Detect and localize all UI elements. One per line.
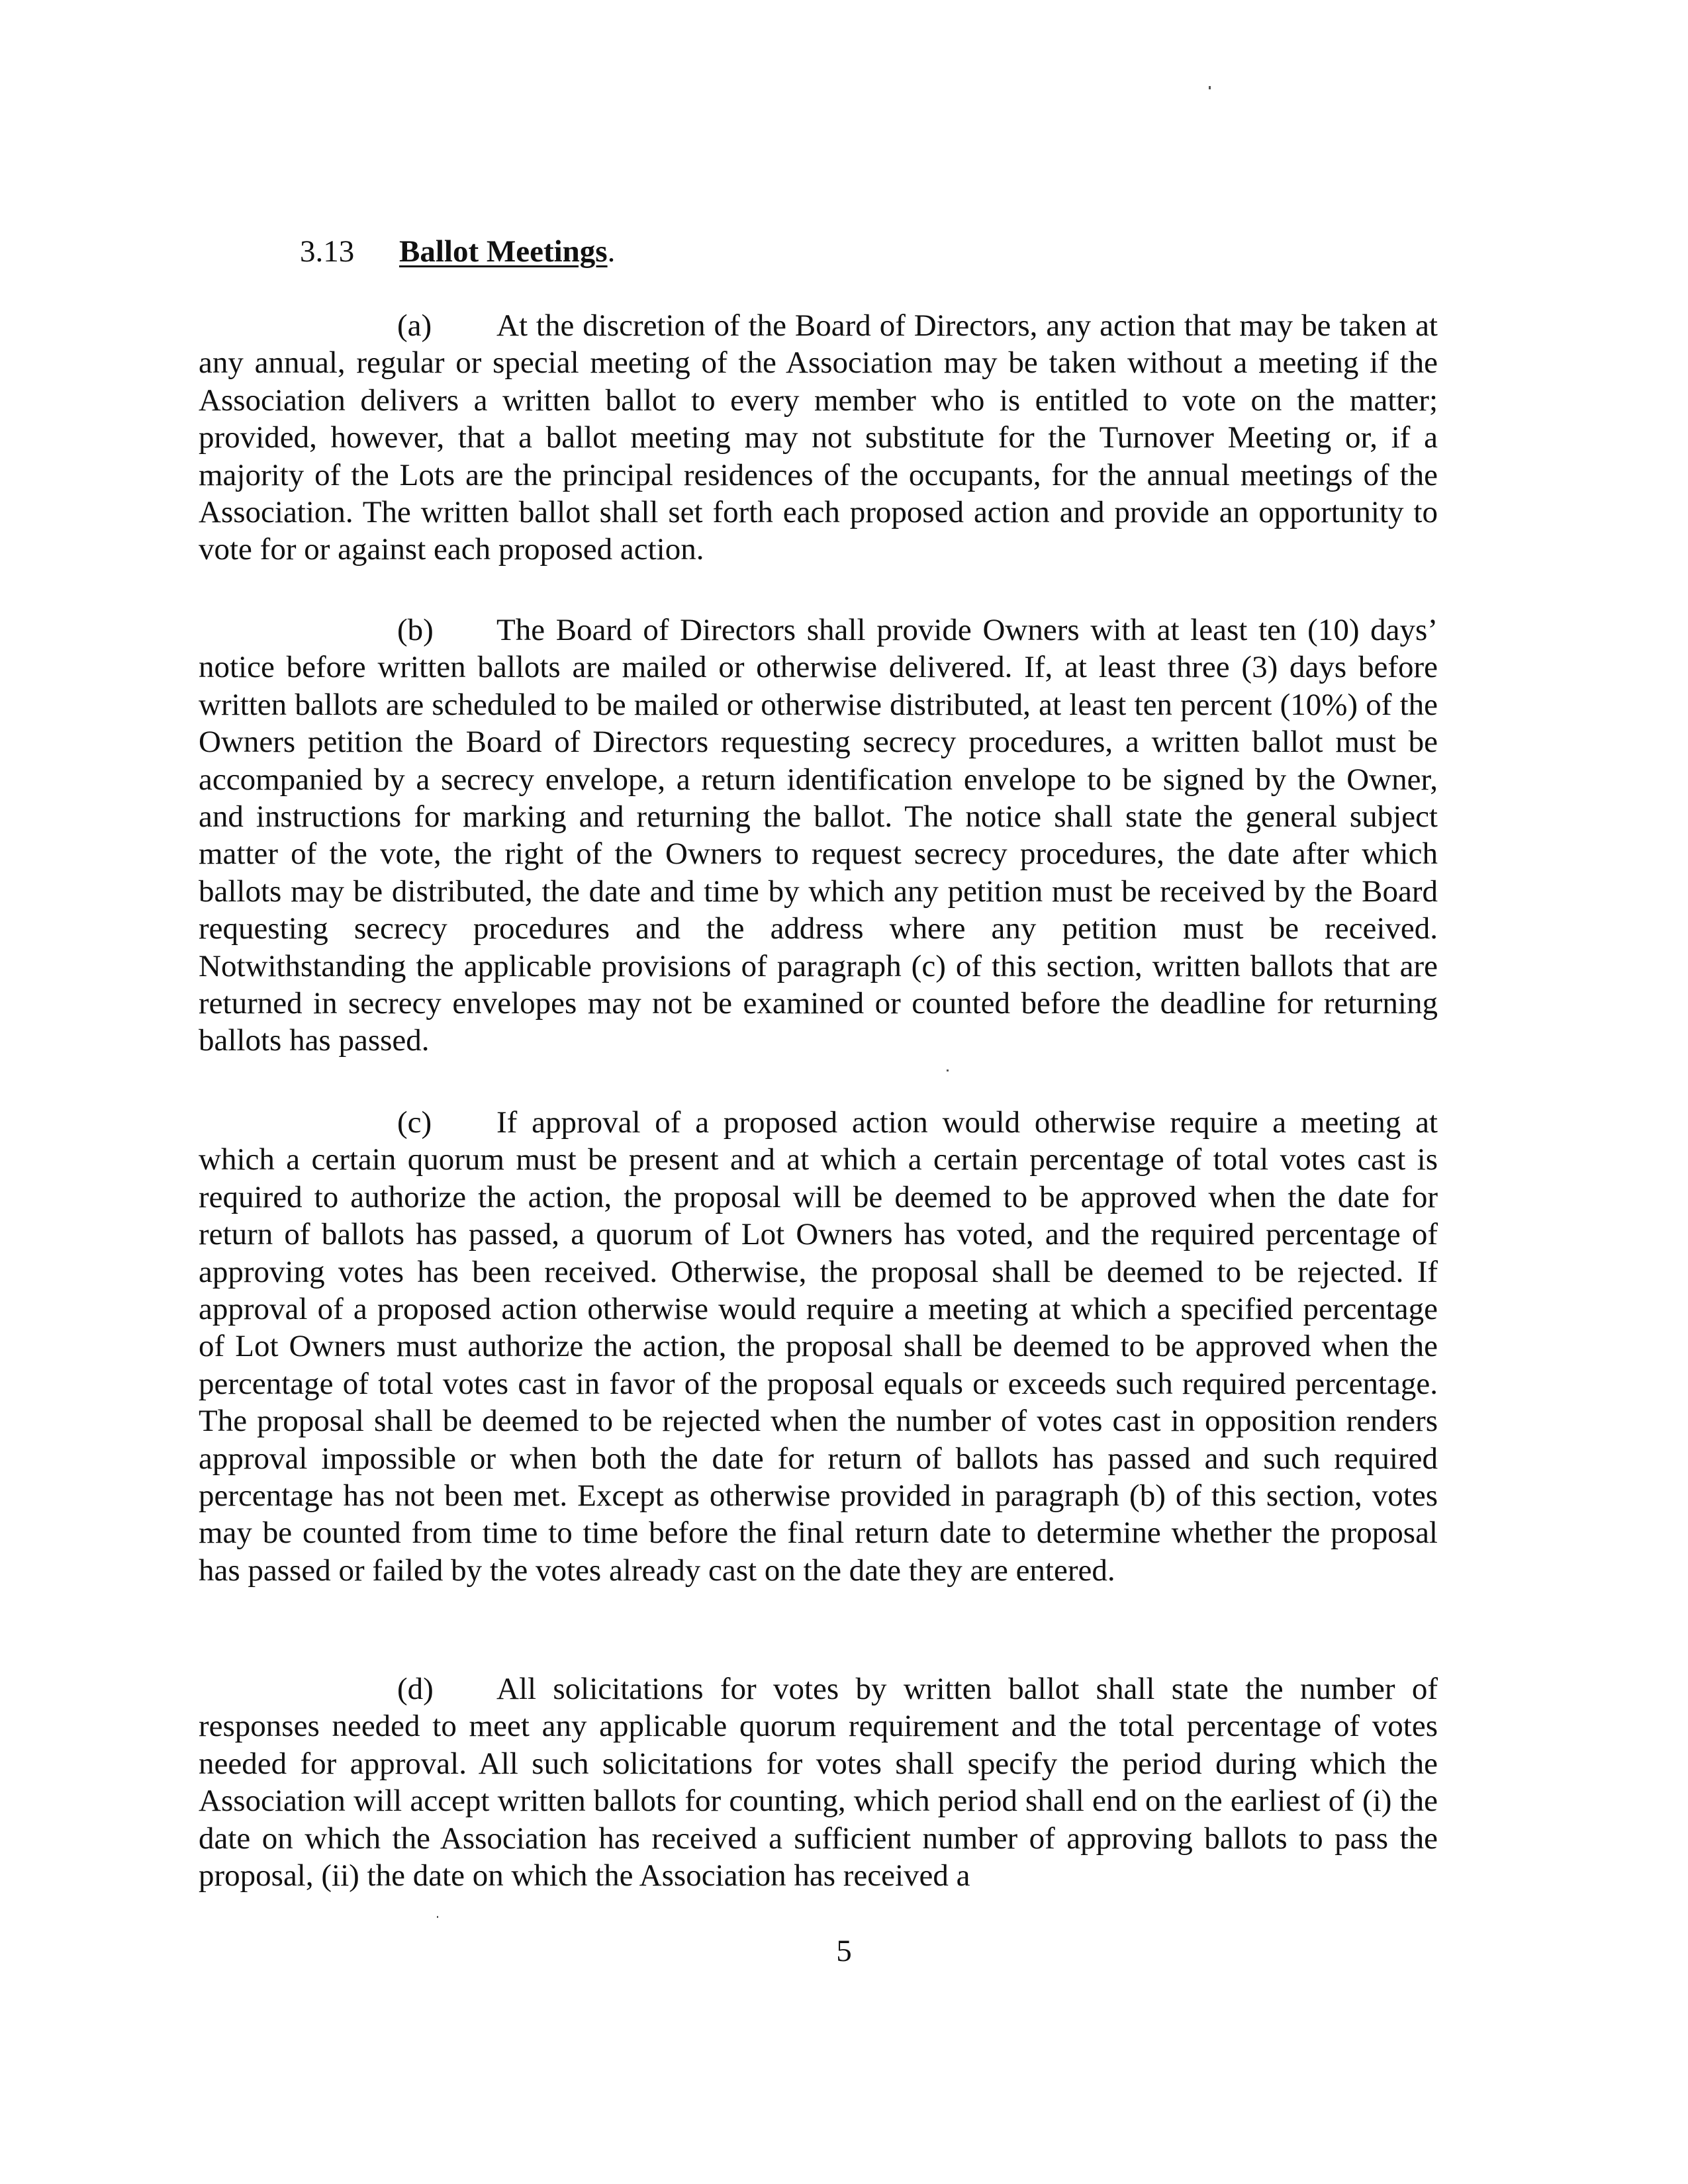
scan-speck (1209, 86, 1211, 89)
paragraph-text: At the discretion of the Board of Directors, any action that may be taken at any annual, regular or special meeting of the Association may be taken without a meeting if the Association delivers a written ballot to every member who is entitled to vote on the matter; provided, however, that a ballot meeting may not substitute for the Turnover Meeting or, if a majority of the Lots are the principal residences of the occupants, for the annual meetings of the Association. The written ballot shall set forth each proposed action and provide an opportunity to vote for or against each proposed action. (199, 308, 1438, 567)
paragraph-text: If approval of a proposed action would otherwise require a meeting at which a certain quorum must be present and at which a certain percentage of total votes cast is required to authorize the action, the proposal will be deemed to be approved when the date for return of ballots has passed, a quorum of Lot Owners has voted, and the required percentage of approving votes has been received. Otherwise, the proposal shall be deemed to be rejected. If approval of a proposed action otherwise would require a meeting at which a specified percentage of Lot Owners must authorize the action, the proposal shall be deemed to be approved when the percentage of total votes cast in favor of the proposal equals or exceeds such required percentage. The proposal shall be deemed to be rejected when the number of votes cast in opposition renders approval impossible or when both the date for return of ballots has passed and such required percentage has not been met. Except as otherwise provided in paragraph (b) of this section, votes may be counted from time to time before the final return date to determine whether the proposal has passed or failed by the votes already cast on the date they are entered. (199, 1105, 1438, 1588)
paragraph-c (199, 1104, 1438, 1589)
paragraph-text: The Board of Directors shall provide Owners with at least ten (10) days’ notice before written ballots are mailed or otherwise delivered. If, at least three (3) days before written ballots are scheduled to be mailed or otherwise distributed, at least ten percent (10%) of the Owners petition the Board of Directors requesting secrecy procedures, a written ballot must be accompanied by a secrecy envelope, a return identification envelope to be signed by the Owner, and instructions for marking and returning the ballot. The notice shall state the general subject matter of the vote, the right of the Owners to request secrecy procedures, the date after which ballots may be distributed, the date and time by which any petition must be received by the Board requesting secrecy procedures and the address where any petition must be received. Notwithstanding the applicable provisions of paragraph (c) of this section, written ballots that are returned in secrecy envelopes may not be examined or counted before the deadline for returning ballots has passed. (199, 613, 1438, 1058)
paragraph-label: (a) (397, 308, 432, 343)
page-number: 5 (836, 1934, 852, 1968)
paragraph-label: (d) (397, 1672, 434, 1706)
section-title-punctuation: . (607, 234, 616, 269)
section-heading (300, 233, 615, 270)
paragraph-label: (c) (397, 1105, 432, 1140)
scan-speck (947, 1069, 949, 1071)
paragraph-label: (b) (397, 613, 434, 647)
section-number: 3.13 (300, 234, 355, 269)
paragraph-b (199, 612, 1438, 1060)
paragraph-d (199, 1670, 1438, 1894)
paragraph-text: All solicitations for votes by written ballot shall state the number of responses needed to meet any applicable quorum requirement and the total percentage of votes needed for approval. All such solicitations for votes shall specify the period during which the Association will accept written ballots for counting, which period shall end on the earliest of (i) the date on which the Association has received a sufficient number of approving ballots to pass the proposal, (ii) the date on which the Association has received a (199, 1672, 1438, 1893)
section-title: Ballot Meetings (399, 234, 608, 269)
scan-speck (437, 1916, 438, 1918)
paragraph-a (199, 307, 1438, 569)
